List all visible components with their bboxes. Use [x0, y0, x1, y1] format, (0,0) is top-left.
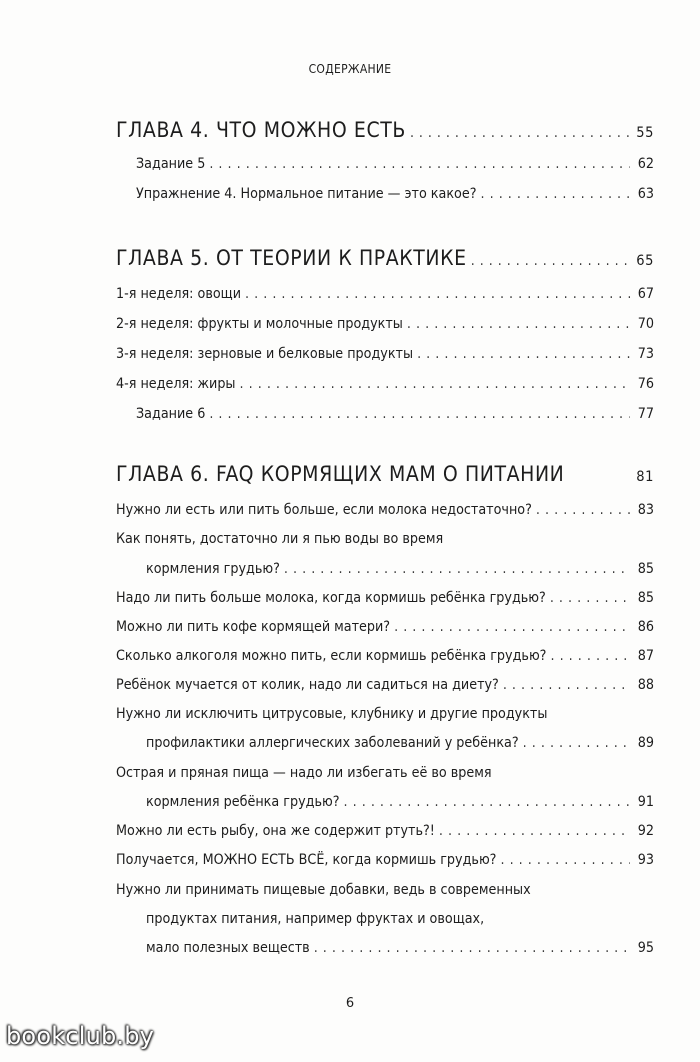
toc-entry[interactable] — [116, 852, 654, 868]
page-ref: 81 — [636, 469, 654, 485]
page-ref: 88 — [637, 677, 654, 693]
entry-title: Получается, МОЖНО ЕСТЬ ВСЁ, когда кормишь грудью? — [116, 852, 497, 868]
running-head: СОДЕРЖАНИЕ — [308, 62, 392, 76]
toc-entry[interactable] — [136, 186, 654, 202]
page-ref: 55 — [636, 125, 654, 141]
entry-title-continuation: кормления грудью? — [146, 561, 280, 577]
entry-title: Задание 5 — [136, 156, 206, 172]
page-ref: 65 — [636, 253, 654, 269]
entry-title: Сколько алкоголя можно пить, если кормишь ребёнка грудью? — [116, 648, 547, 664]
leader-dots — [417, 346, 630, 362]
chapter-4-line[interactable] — [116, 118, 654, 142]
entry-title: Задание 6 — [136, 406, 206, 422]
leader-dots — [500, 852, 630, 868]
toc-entry[interactable] — [116, 502, 654, 518]
chapter-title: ГЛАВА 4. ЧТО МОЖНО ЕСТЬ — [116, 118, 406, 142]
entry-title: Нужно ли есть или пить больше, если молока недостаточно? — [116, 502, 532, 518]
entry-title: Можно ли пить кофе кормящей матери? — [116, 619, 391, 635]
toc-entry[interactable] — [136, 156, 654, 172]
entry-title: Можно ли есть рыбу, она же содержит ртуть?! — [116, 823, 435, 839]
toc-entry[interactable] — [146, 940, 654, 956]
entry-title-continuation: продуктах питания, например фруктах и овощах, — [146, 911, 485, 927]
page-ref: 62 — [637, 156, 654, 172]
page-ref: 83 — [637, 502, 654, 518]
leader-dots — [407, 316, 630, 332]
entry-title: Острая и пряная пища — надо ли избегать её во время — [116, 765, 492, 781]
leader-dots — [284, 561, 630, 577]
page-ref: 89 — [637, 735, 654, 751]
entry-title: Нужно ли принимать пищевые добавки, ведь в современных — [116, 882, 531, 898]
leader-dots — [536, 502, 630, 518]
leader-dots — [209, 406, 630, 422]
page-ref: 92 — [637, 823, 654, 839]
toc-entry[interactable] — [116, 316, 654, 332]
chapter-title: ГЛАВА 6. FAQ КОРМЯЩИХ МАМ О ПИТАНИИ — [116, 462, 565, 486]
toc-entry[interactable] — [116, 619, 654, 635]
leader-dots — [480, 186, 630, 202]
leader-dots — [523, 735, 630, 751]
entry-title: Ребёнок мучается от колик, надо ли садиться на диету? — [116, 677, 499, 693]
leader-dots — [344, 794, 631, 810]
toc-entry[interactable] — [146, 561, 654, 577]
chapter-6-line[interactable] — [116, 462, 654, 486]
leader-dots — [410, 125, 630, 141]
entry-title: 3-я неделя: зерновые и белковые продукты — [116, 346, 414, 362]
entry-title: 1-я неделя: овощи — [116, 286, 241, 302]
toc-entry[interactable] — [116, 677, 654, 693]
page-ref: 85 — [637, 590, 654, 606]
page-ref: 73 — [637, 346, 654, 362]
leader-dots — [503, 677, 630, 693]
entry-title-continuation: мало полезных веществ — [146, 940, 310, 956]
entry-title-continuation: кормления ребёнка грудью? — [146, 794, 340, 810]
page-ref: 77 — [637, 406, 654, 422]
leader-dots — [209, 156, 630, 172]
leader-dots — [550, 590, 630, 606]
chapter-title: ГЛАВА 5. ОТ ТЕОРИИ К ПРАКТИКЕ — [116, 246, 467, 270]
page-ref: 91 — [637, 794, 654, 810]
leader-dots — [471, 253, 630, 269]
page-ref: 95 — [637, 940, 654, 956]
toc-entry[interactable] — [116, 346, 654, 362]
page-ref: 87 — [637, 648, 654, 664]
entry-title: Надо ли пить больше молока, когда кормишь ребёнка грудью? — [116, 590, 546, 606]
toc-entry[interactable] — [116, 376, 654, 392]
entry-title-continuation: профилактики аллергических заболеваний у ребёнка? — [146, 735, 519, 751]
entry-title: Упражнение 4. Нормальное питание — это какое? — [136, 186, 477, 202]
page-ref: 63 — [637, 186, 654, 202]
leader-dots — [240, 376, 630, 392]
leader-dots — [245, 286, 630, 302]
entry-title: 2-я неделя: фрукты и молочные продукты — [116, 316, 403, 332]
leader-dots — [439, 823, 630, 839]
toc-entry[interactable] — [116, 823, 654, 839]
toc-entry[interactable] — [116, 286, 654, 302]
page-ref: 67 — [637, 286, 654, 302]
page-ref: 86 — [637, 619, 654, 635]
page-ref: 93 — [637, 852, 654, 868]
toc-entry[interactable] — [146, 735, 654, 751]
leader-dots — [394, 619, 630, 635]
toc-entry[interactable] — [116, 590, 654, 606]
leader-dots — [314, 940, 630, 956]
toc-entry[interactable] — [116, 648, 654, 664]
toc-entry[interactable] — [136, 406, 654, 422]
page-ref: 70 — [637, 316, 654, 332]
toc-entry[interactable] — [146, 794, 654, 810]
watermark: bookclub.by — [6, 1022, 155, 1050]
page-ref: 76 — [637, 376, 654, 392]
entry-title: 4-я неделя: жиры — [116, 376, 236, 392]
entry-title: Нужно ли исключить цитрусовые, клубнику и другие продукты — [116, 706, 548, 722]
entry-title: Как понять, достаточно ли я пью воды во время — [116, 531, 444, 547]
page-ref: 85 — [637, 561, 654, 577]
leader-dots — [550, 648, 630, 664]
page-number: 6 — [345, 996, 355, 1011]
chapter-5-line[interactable] — [116, 246, 654, 270]
